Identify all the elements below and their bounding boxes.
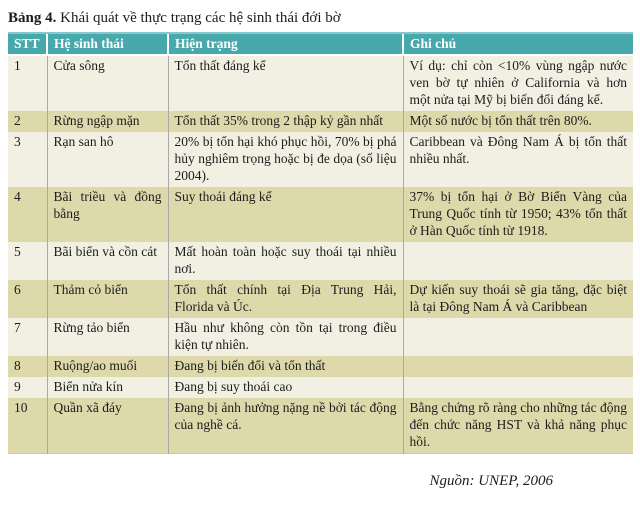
table-header-row <box>8 33 633 55</box>
column-header-note: Ghi chú <box>403 33 633 55</box>
cell-ecosystem: Ruộng/ao muối <box>47 356 168 377</box>
cell-ecosystem: Bãi triều và đồng bằng <box>47 187 168 242</box>
table-caption-text: Khái quát về thực trạng các hệ sinh thái đới bờ <box>56 10 341 26</box>
cell-stt: 8 <box>14 358 21 373</box>
cell-status: Tổn thất đáng kể <box>168 55 403 111</box>
cell-stt: 7 <box>14 320 21 335</box>
table-row <box>8 187 633 242</box>
cell-stt: 10 <box>14 400 28 415</box>
table-row <box>8 280 633 318</box>
source-note: Nguồn: UNEP, 2006 <box>429 473 553 489</box>
cell-stt: 3 <box>14 134 21 149</box>
cell-stt: 9 <box>14 379 21 394</box>
table-row <box>8 242 633 280</box>
table-caption <box>8 8 633 28</box>
cell-ecosystem: Rạn san hô <box>47 132 168 187</box>
table-row <box>8 111 633 132</box>
cell-note <box>403 356 633 377</box>
column-header-stt: STT <box>8 33 47 55</box>
table-header <box>8 33 633 55</box>
cell-status: Tổn thất chính tại Địa Trung Hải, Florida và Úc. <box>168 280 403 318</box>
table-row <box>8 132 633 187</box>
cell-status: Hầu như không còn tồn tại trong điều kiện tự nhiên. <box>168 318 403 356</box>
cell-status: Mất hoàn toàn hoặc suy thoái tại nhiều nơi. <box>168 242 403 280</box>
column-header-status: Hiện trạng <box>168 33 403 55</box>
cell-note: Dự kiến suy thoái sẽ gia tăng, đặc biệt là tại Đông Nam Á và Caribbean <box>403 280 633 318</box>
cell-status: Đang bị biến đổi và tổn thất <box>168 356 403 377</box>
cell-status: Đang bị ảnh hưởng nặng nề bởi tác động của nghề cá. <box>168 398 403 454</box>
table-row <box>8 398 633 454</box>
ecosystem-status-table <box>8 32 633 454</box>
cell-note <box>403 318 633 356</box>
cell-ecosystem: Cửa sông <box>47 55 168 111</box>
table-row <box>8 377 633 398</box>
cell-ecosystem: Thảm cỏ biển <box>47 280 168 318</box>
cell-status: 20% bị tổn hại khó phục hồi, 70% bị phá hủy nghiêm trọng hoặc bị đe dọa (số liệu 2004). <box>168 132 403 187</box>
cell-ecosystem: Biển nửa kín <box>47 377 168 398</box>
cell-note <box>403 242 633 280</box>
cell-status: Đang bị suy thoái cao <box>168 377 403 398</box>
table-body <box>8 55 633 454</box>
table-caption-number: Bảng 4. <box>8 10 57 26</box>
cell-ecosystem: Quần xã đáy <box>47 398 168 454</box>
cell-ecosystem: Rừng tảo biển <box>47 318 168 356</box>
cell-note: Caribbean và Đông Nam Á bị tổn thất nhiều nhất. <box>403 132 633 187</box>
cell-ecosystem: Rừng ngập mặn <box>47 111 168 132</box>
cell-ecosystem: Bãi biển và cồn cát <box>47 242 168 280</box>
cell-note: Bằng chứng rõ ràng cho những tác động đến chức năng HST và khả năng phục hồi. <box>403 398 633 454</box>
table-row <box>8 356 633 377</box>
table-row <box>8 318 633 356</box>
table-row <box>8 55 633 111</box>
cell-note: Ví dụ: chỉ còn <10% vùng ngập nước ven bờ tự nhiên ở California và hơn một nửa tại Mỹ bị biến đổi đáng kể. <box>403 55 633 111</box>
cell-stt: 6 <box>14 282 21 297</box>
column-header-ecosystem: Hệ sinh thái <box>47 33 168 55</box>
cell-stt: 5 <box>14 244 21 259</box>
cell-stt: 1 <box>14 58 21 73</box>
cell-stt: 4 <box>14 189 21 204</box>
cell-status: Tổn thất 35% trong 2 thập kỷ gần nhất <box>168 111 403 132</box>
cell-stt: 2 <box>14 113 21 128</box>
cell-status: Suy thoái đáng kể <box>168 187 403 242</box>
cell-note: Một số nước bị tổn thất trên 80%. <box>403 111 633 132</box>
cell-note: 37% bị tổn hại ở Bờ Biển Vàng của Trung Quốc tính từ 1950; 43% tổn thất ở Hàn Quốc tính từ 1918. <box>403 187 633 242</box>
cell-note <box>403 377 633 398</box>
